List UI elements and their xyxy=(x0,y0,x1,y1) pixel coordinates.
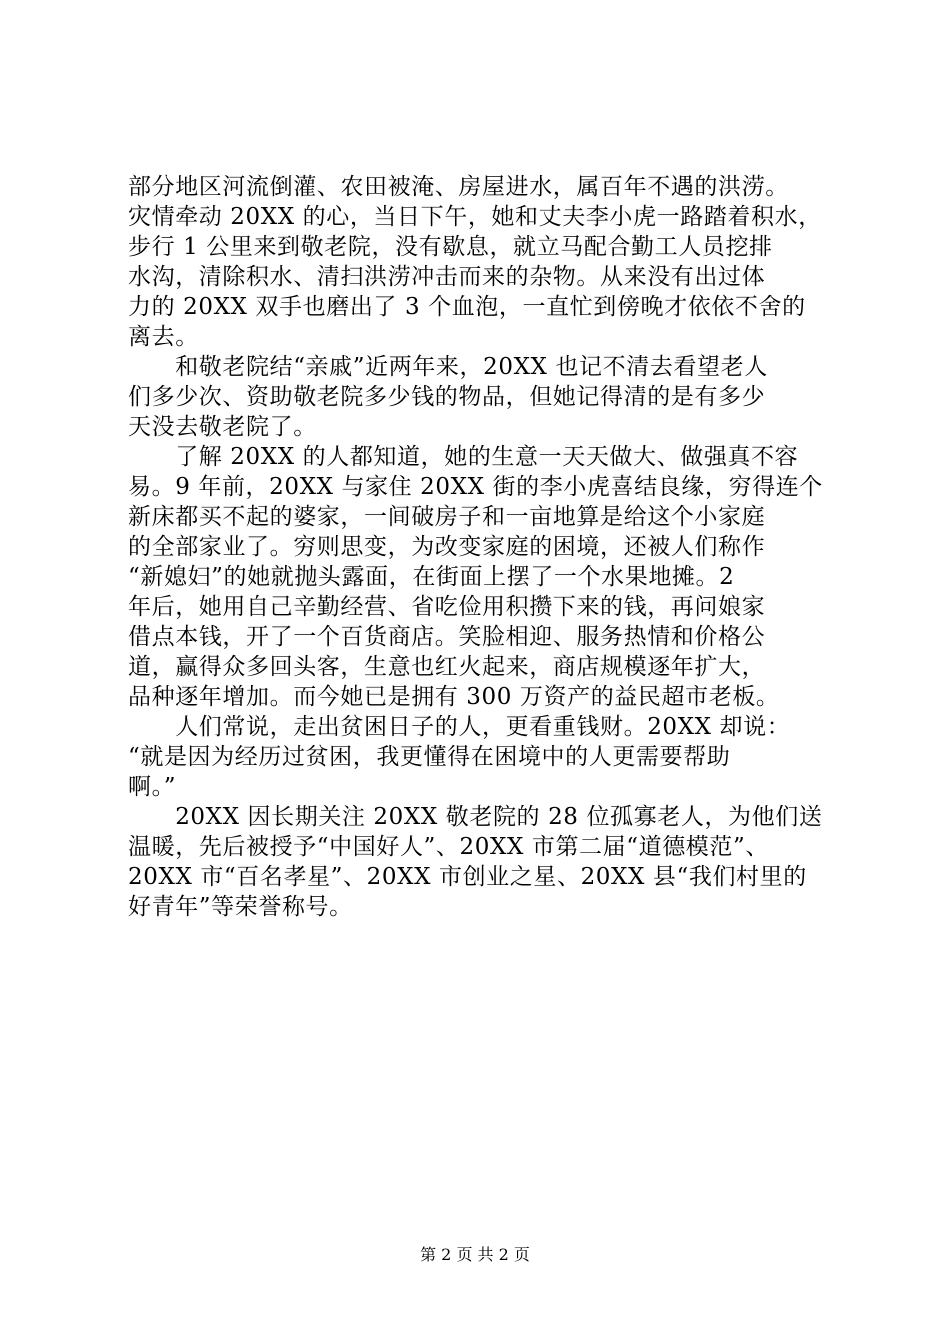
text-line: 们多少次、资助敬老院多少钱的物品，但她记得清的是有多少 xyxy=(128,384,766,410)
text-line: 部分地区河流倒灌、农田被淹、房屋进水，属百年不遇的洪涝。 xyxy=(128,174,789,200)
text-line: 步行 1 公里来到敬老院，没有歇息，就立马配合勤工人员挖排 xyxy=(128,234,773,260)
body-text xyxy=(128,172,840,922)
text-line: 易。9 年前，20XX 与家住 20XX 街的李小虎喜结良缘，穷得连个 xyxy=(128,474,823,500)
text-line: 新床都买不起的婆家，一间破房子和一亩地算是给这个小家庭 xyxy=(128,504,766,530)
text-line: 20XX 因长期关注 20XX 敬老院的 28 位孤寡老人，为他们送 xyxy=(128,804,823,830)
text-line: 人们常说，走出贫困日子的人，更看重钱财。20XX 却说： xyxy=(128,714,791,740)
text-line: 借点本钱，开了一个百货商店。笑脸相迎、服务热情和价格公 xyxy=(128,624,766,650)
text-line: 力的 20XX 双手也磨出了 3 个血泡，一直忙到傍晚才依依不舍的 xyxy=(128,294,806,320)
page-number-footer: 第 2 页 共 2 页 xyxy=(420,1245,530,1264)
text-line: 了解 20XX 的人都知道，她的生意一天天做大、做强真不容 xyxy=(128,444,799,470)
text-line: 天没去敬老院了。 xyxy=(128,414,317,440)
text-line: 水沟，清除积水、清扫洪涝冲击而来的杂物。从来没有出过体 xyxy=(128,264,766,290)
text-line: 好青年”等荣誉称号。 xyxy=(128,894,353,920)
text-line: 和敬老院结“亲戚”近两年来，20XX 也记不清去看望老人 xyxy=(128,354,768,380)
text-line: 离去。 xyxy=(128,324,199,350)
text-line: 20XX 市“百名孝星”、20XX 市创业之星、20XX 县“我们村里的 xyxy=(128,864,807,890)
text-line: 的全部家业了。穷则思变，为改变家庭的困境，还被人们称作 xyxy=(128,534,766,560)
text-line: “就是因为经历过贫困，我更懂得在困境中的人更需要帮助 xyxy=(128,744,731,770)
text-line: 道，赢得众多回头客，生意也红火起来，商店规模逐年扩大， xyxy=(128,654,766,680)
text-line: 灾情牵动 20XX 的心，当日下午，她和丈夫李小虎一路踏着积水， xyxy=(128,204,822,230)
text-line: 啊。” xyxy=(128,774,177,800)
text-line: 品种逐年增加。而今她已是拥有 300 万资产的益民超市老板。 xyxy=(128,684,780,710)
text-line: 温暖，先后被授予“中国好人”、20XX 市第二届“道德模范”、 xyxy=(128,834,769,860)
text-line: 年后，她用自己辛勤经营、省吃俭用积攒下来的钱，再问娘家 xyxy=(128,594,766,620)
text-line: “新媳妇”的她就抛头露面，在街面上摆了一个水果地摊。2 xyxy=(128,564,735,590)
